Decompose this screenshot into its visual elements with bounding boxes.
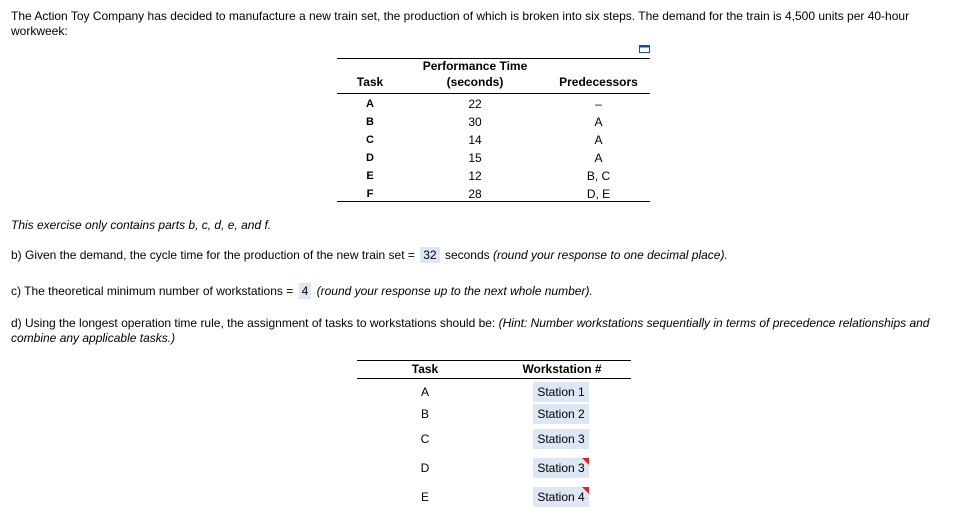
- table-rule: [357, 378, 631, 379]
- assign-task-cell: A: [420, 385, 429, 399]
- table-rule: [337, 201, 650, 202]
- question-b-prefix: b) Given the demand, the cycle time for the production of the new train set =: [11, 248, 415, 262]
- question-c: [11, 283, 593, 299]
- assign-task-cell: D: [420, 461, 430, 475]
- question-d-hint: (Hint: Number workstations sequentially in terms of precedence relationships and combine any applicable tasks.): [11, 316, 930, 345]
- pred-cell: A: [594, 115, 603, 129]
- workstation-label: Station 4: [537, 490, 585, 504]
- error-flag-icon: [582, 487, 589, 494]
- workstation-answer[interactable]: [533, 382, 589, 402]
- header-predecessors: Predecessors: [559, 75, 638, 89]
- table-rule: [357, 360, 631, 361]
- time-cell: 12: [468, 169, 482, 183]
- question-c-prefix: c) The theoretical minimum number of workstations =: [11, 284, 294, 298]
- cycle-time-answer[interactable]: 32: [420, 247, 439, 263]
- intro-text: The Action Toy Company has decided to manufacture a new train set, the production of which is broken into six steps. The demand for the train is 4,500 units per 40-hour workweek:: [11, 9, 910, 38]
- time-cell: 15: [468, 151, 482, 165]
- header-task: Task: [411, 362, 439, 376]
- task-cell: C: [366, 134, 374, 146]
- task-cell: D: [366, 152, 374, 164]
- pred-cell: D, E: [586, 187, 611, 201]
- workstations-answer[interactable]: 4: [299, 283, 312, 299]
- time-cell: 14: [468, 133, 482, 147]
- workstation-answer[interactable]: [533, 429, 589, 449]
- pred-cell: A: [594, 151, 603, 165]
- workstation-label: Station 1: [537, 385, 585, 399]
- task-cell: E: [366, 170, 374, 182]
- header-workstation: Workstation #: [522, 362, 602, 376]
- workstation-label: Station 3: [537, 432, 585, 446]
- assign-task-cell: E: [420, 490, 429, 504]
- header-time-line1: Performance Time: [422, 59, 528, 73]
- copy-icon[interactable]: [639, 45, 650, 54]
- workstation-answer[interactable]: [533, 458, 589, 478]
- task-cell: F: [366, 188, 374, 200]
- assign-task-cell: B: [420, 407, 429, 421]
- pred-cell: B, C: [586, 169, 611, 183]
- header-time-line2: (seconds): [446, 75, 504, 89]
- question-d-prefix: d) Using the longest operation time rule, the assignment of tasks to workstations should be:: [11, 316, 496, 330]
- error-flag-icon: [582, 458, 589, 465]
- header-task: Task: [356, 75, 384, 89]
- time-cell: 30: [468, 115, 482, 129]
- task-cell: B: [366, 116, 374, 128]
- question-c-hint: (round your response up to the next whole number).: [316, 284, 593, 298]
- question-b: [11, 247, 728, 263]
- question-b-suffix: seconds: [444, 248, 490, 262]
- task-cell: A: [366, 98, 374, 110]
- table-rule: [337, 93, 650, 94]
- time-cell: 22: [468, 97, 482, 111]
- time-cell: 28: [468, 187, 482, 201]
- question-b-hint: (round your response to one decimal place).: [492, 248, 728, 262]
- workstation-answer[interactable]: [533, 404, 589, 424]
- exercise-note: This exercise only contains parts b, c, d, e, and f.: [11, 218, 272, 232]
- pred-cell: A: [594, 133, 603, 147]
- workstation-label: Station 3: [537, 461, 585, 475]
- workstation-label: Station 2: [537, 407, 585, 421]
- pred-cell: –: [595, 97, 602, 111]
- workstation-answer[interactable]: [533, 487, 589, 507]
- assign-task-cell: C: [420, 432, 430, 446]
- question-d: [11, 316, 951, 346]
